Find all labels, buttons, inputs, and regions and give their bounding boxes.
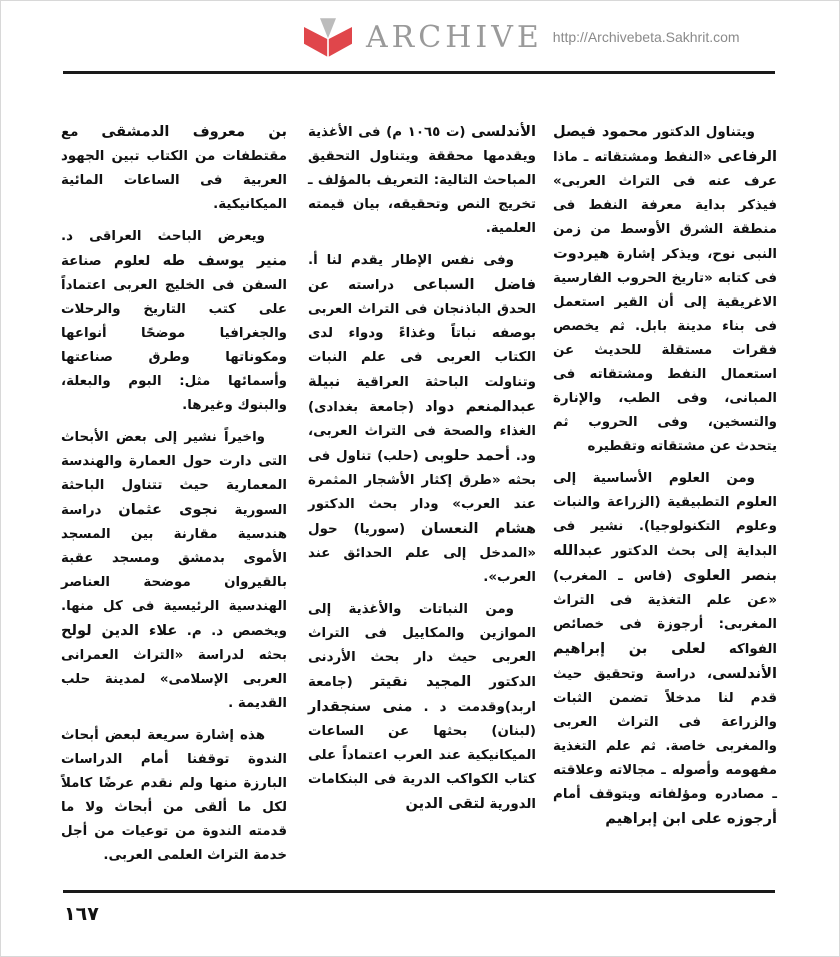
paragraph [553,120,777,459]
bold-name-run: منير يوسف طه [162,252,287,269]
paragraph [61,426,287,716]
bold-name-run: المجيد نقيتر [370,673,472,690]
bold-name-run: محمود فيصل الرفاعى [553,123,777,165]
bold-name-run: الأندلسى [471,123,536,140]
text-run: (فاس ـ المغرب) «عن علم التغذية فى التراث المغربى: أرجوزة فى خصائص الفواكه [553,569,778,657]
text-run: مع مقتطفات من الكتاب تبين الجهود العربية فى الساعات المائية الميكانيكية. [61,125,287,212]
watermark-url: http://Archivebeta.Sakhrit.com [552,29,740,45]
bold-name-run: أحمد حلوبى [424,447,511,464]
paragraph [61,724,287,868]
text-run: دراسته عن الحدق الباذنجان فى التراث العربى بوصفه نباتاً وغذاءً ودواء لدى الكتاب العربى فى علم النبات وتناولت الباحثة العراقية [308,278,536,390]
text-run: واخيراً نشير إلى بعض الأبحاث التى دارت حول العمارة والهندسة المعمارية حيث تتناول الباحثة السورية [61,430,287,518]
paragraph [308,120,536,241]
bold-name-run: علاء الدين لولح [61,622,178,639]
text-run: وفى نفس الإطار يقدم لنا أ. [308,253,514,268]
bold-name-run: هيردوت [553,245,610,262]
bold-name-run: لعلى بن إبراهيم الأندلسى [553,640,777,682]
text-run: (جامعة بغدادى) الغذاء والصحة فى التراث العربى، ود. [308,400,536,464]
bold-name-run: فاضل السباعى [412,276,536,293]
bold-name-run: لتقى الدين [405,795,485,812]
bold-name-run: نبيلة عبدالمنعم دواد [308,373,536,415]
text-run: «النفط ومشتقاته ـ ماذا عرف عنه فى التراث العربى» فيذكر بداية معرفة النفط فى منطقة الشرق الأوسط من زمن النبى نوح، ويذكر إشارة [553,150,777,262]
page-number: ١٦٧ [64,903,99,925]
paragraph [308,249,536,590]
text-run: دراسة هندسية مقارنة بين المسجد الأموى بدمشق ومسجد عقبة بالقيروان موضحة العناصر الهندسية الرئيسية فى كل منها. ويخصص د. م. [61,503,288,639]
text-run: (سوريا) حول «المدخل إلى علم الحدائق عند العرب». [308,522,536,585]
paragraph [61,120,287,217]
text-run: فى كتابه «تاريخ الحروب الفارسية الاغريقية إلى أن القير استعمل فى بناء مدينة بابل. ثم يخصص فقرات مستقلة للحديث عن استعمال النفط ومشتقاته فى المبانى، وفى الطب، والإنارة والتسخين، وفى الحروب ثم يتحدث عن مشتقاته وتقطيره [553,271,777,454]
column-right [553,120,777,840]
text-run: ، دراسة وتحقيق حيث قدم لنا مدخلاً تضمن الثبات والزراعة فى التراث العربى والمغربى خاصة. ثم علم التغذية مفهومه وأصوله ـ مجالاته وعلاقته ـ مصادره ومؤلفاته ويتوقف أمام [553,667,777,802]
bold-name-run: بن معروف الدمشقى [101,123,287,140]
footer-rule [63,890,775,893]
text-run: ويعرض الباحث العراقى د. [61,229,265,244]
bold-name-run: عبدالله بنصر العلوى [553,542,778,584]
column-middle [308,120,536,825]
paragraph [61,225,287,418]
bold-name-run: هشام النعسان [421,520,536,537]
text-run: (لبنان) بحثها عن الساعات الميكانيكية عند العرب اعتماداً على كتاب الكواكب الدرية فى البنكامات الدورية [308,724,536,812]
text-run: ومن العلوم الأساسية إلى العلوم التطبيقية (الزراعة والنبات وعلوم التكنولوجيا). نشير فى البداية إلى بحث الدكتور [553,471,777,559]
text-run: (حلب) تناول فى بحثه «طرق إكثار الأشجار المثمرة عند العرب» ودار بحث الدكتور [308,449,536,512]
paragraph [553,467,777,832]
text-run: لعلوم صناعة السفن فى الخليج العربى اعتماداً على كتب التاريخ والرحلات والجغرافيا موضحًا أنواعها ومكوناتها وطرق صناعتها وأسمائها مثل: البوم والبعلة، والبنوك وغيرها. [61,254,287,413]
header-rule [63,71,775,74]
text-run: ومن النباتات والأغذية إلى الموازين والمكاييل فى التراث العربى حيث دار بحث الأردنى الدكتور [308,602,536,690]
watermark-brand: ARCHIVE [366,19,543,55]
text-run: هذه إشارة سريعة لبعض أبحاث الندوة توقفنا أمام الدراسات البارزة منها ولم نقدم عرضًا كاملاً لكل ما ألقى من أبحاث ولا ما قدمته الندوة من توعيات من أجل خدمة التراث العلمى العربى. [61,728,287,863]
text-run: بحثه لدراسة «التراث العمرانى العربى الإسلامى» لمدينة حلب القديمة . [61,648,287,711]
column-left [61,120,287,876]
bold-name-run: نجوى عثمان [118,501,218,518]
paragraph [308,598,536,817]
bold-name-run: منى سنجقدار [308,698,413,715]
text-run: (ت ١٠٦٥ م) فى الأغذية ويقدمها محققة ويتناول التحقيق المباحث التالية: التعريف بالمؤلف ـ تخريج النص وتحقيقه، بيان قيمته العلمية. [308,125,536,236]
text-run: (جامعة اربد)وقدمت د . [308,675,536,715]
text-run: ويتناول الدكتور [647,125,755,140]
bold-name-run: أرجوزه على ابن إبراهيم [605,810,777,827]
